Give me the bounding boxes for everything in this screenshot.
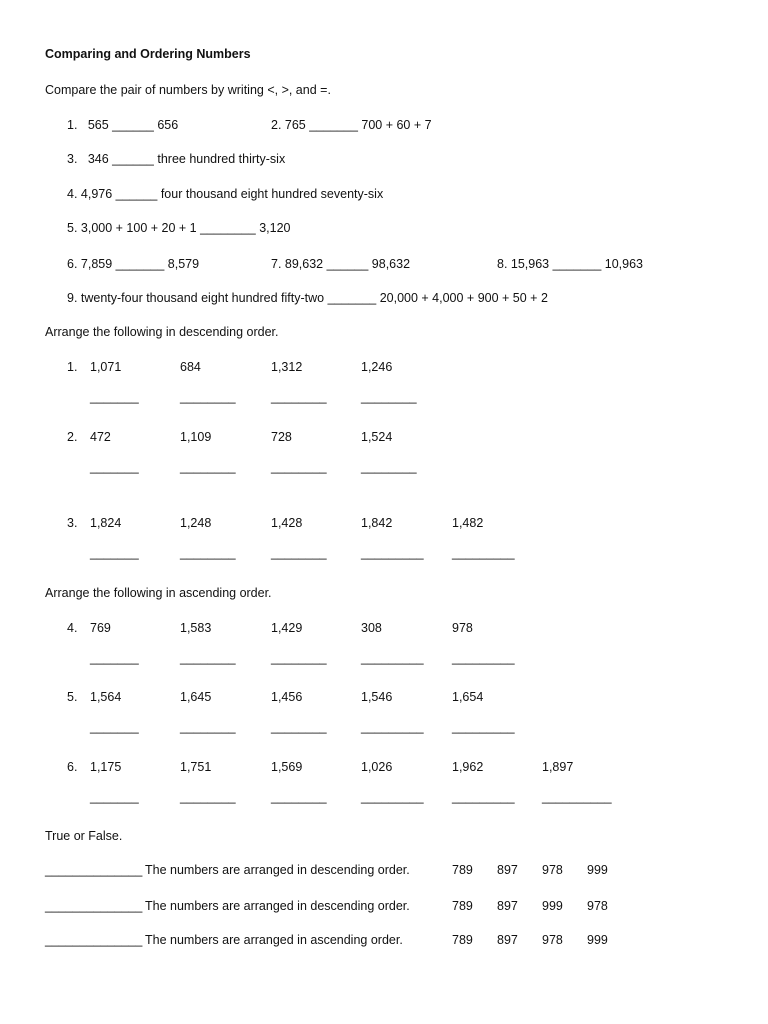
number-value: 978 (542, 863, 563, 877)
compare-question-2: 2. 765 _______ 700 + 60 + 7 (271, 118, 432, 132)
number-value: 1,248 (180, 516, 212, 530)
item-number: 4. (67, 621, 78, 635)
number-value: 1,962 (452, 760, 484, 774)
number-value: 789 (452, 933, 473, 947)
answer-blank: __________ (542, 790, 612, 804)
number-value: 897 (497, 933, 518, 947)
answer-blank: _________ (452, 651, 515, 665)
compare-question-5: 5. 3,000 + 100 + 20 + 1 ________ 3,120 (67, 221, 291, 235)
true-false-blank: ______________ (45, 863, 143, 877)
number-value: 1,482 (452, 516, 484, 530)
answer-blank: ________ (271, 460, 327, 474)
answer-blank: ________ (271, 790, 327, 804)
number-value: 1,645 (180, 690, 212, 704)
number-value: 999 (587, 933, 608, 947)
compare-question-9: 9. twenty-four thousand eight hundred fifty-two _______ 20,000 + 4,000 + 900 + 50 + 2 (67, 291, 548, 305)
number-value: 1,583 (180, 621, 212, 635)
number-value: 308 (361, 621, 382, 635)
number-value: 728 (271, 430, 292, 444)
number-value: 1,842 (361, 516, 393, 530)
number-value: 1,546 (361, 690, 393, 704)
number-value: 1,897 (542, 760, 574, 774)
number-value: 1,109 (180, 430, 212, 444)
number-value: 1,751 (180, 760, 212, 774)
answer-blank: ________ (271, 720, 327, 734)
number-value: 1,246 (361, 360, 393, 374)
answer-blank: ________ (180, 390, 236, 404)
number-value: 1,312 (271, 360, 303, 374)
number-value: 978 (542, 933, 563, 947)
number-value: 999 (542, 899, 563, 913)
number-value: 1,824 (90, 516, 122, 530)
answer-blank: _________ (361, 651, 424, 665)
number-value: 789 (452, 863, 473, 877)
section1-instruction: Compare the pair of numbers by writing <, >, and =. (45, 83, 331, 97)
item-number: 2. (67, 430, 78, 444)
number-value: 1,429 (271, 621, 303, 635)
number-value: 1,524 (361, 430, 393, 444)
answer-blank: ________ (271, 390, 327, 404)
compare-question-7: 7. 89,632 ______ 98,632 (271, 257, 411, 271)
answer-blank: _________ (452, 546, 515, 560)
true-false-blank: ______________ (45, 899, 143, 913)
number-value: 999 (587, 863, 608, 877)
answer-blank: _______ (90, 546, 139, 560)
answer-blank: ________ (361, 390, 417, 404)
number-value: 897 (497, 863, 518, 877)
section4-instruction: True or False. (45, 829, 123, 843)
answer-blank: ________ (180, 546, 236, 560)
number-value: 1,428 (271, 516, 303, 530)
answer-blank: _________ (452, 720, 515, 734)
number-value: 1,569 (271, 760, 303, 774)
number-value: 897 (497, 899, 518, 913)
number-value: 769 (90, 621, 111, 635)
section2-instruction: Arrange the following in descending order. (45, 325, 279, 339)
number-value: 978 (452, 621, 473, 635)
number-value: 1,456 (271, 690, 303, 704)
answer-blank: _______ (90, 390, 139, 404)
compare-question-4: 4. 4,976 ______ four thousand eight hundred seventy-six (67, 187, 384, 201)
true-false-blank: ______________ (45, 933, 143, 947)
answer-blank: ________ (361, 460, 417, 474)
item-number: 3. (67, 516, 78, 530)
item-number: 1. (67, 360, 78, 374)
answer-blank: ________ (180, 651, 236, 665)
number-value: 684 (180, 360, 201, 374)
answer-blank: _______ (90, 720, 139, 734)
answer-blank: ________ (180, 720, 236, 734)
number-value: 472 (90, 430, 111, 444)
answer-blank: _________ (361, 790, 424, 804)
item-number: 5. (67, 690, 78, 704)
true-false-statement: The numbers are arranged in descending order. (145, 899, 410, 913)
answer-blank: _________ (361, 720, 424, 734)
section3-instruction: Arrange the following in ascending order. (45, 586, 272, 600)
answer-blank: _______ (90, 790, 139, 804)
number-value: 978 (587, 899, 608, 913)
number-value: 1,564 (90, 690, 122, 704)
answer-blank: _______ (90, 651, 139, 665)
answer-blank: ________ (180, 790, 236, 804)
page-title: Comparing and Ordering Numbers (45, 47, 251, 61)
compare-question-3: 3. 346 ______ three hundred thirty-six (67, 152, 286, 166)
true-false-statement: The numbers are arranged in descending order. (145, 863, 410, 877)
number-value: 1,071 (90, 360, 122, 374)
compare-question-6: 6. 7,859 _______ 8,579 (67, 257, 200, 271)
answer-blank: _______ (90, 460, 139, 474)
true-false-statement: The numbers are arranged in ascending order. (145, 933, 403, 947)
compare-question-8: 8. 15,963 _______ 10,963 (497, 257, 643, 271)
answer-blank: _________ (452, 790, 515, 804)
number-value: 1,654 (452, 690, 484, 704)
compare-question-1: 1. 565 ______ 656 (67, 118, 179, 132)
number-value: 1,175 (90, 760, 122, 774)
answer-blank: ________ (180, 460, 236, 474)
answer-blank: ________ (271, 546, 327, 560)
number-value: 1,026 (361, 760, 393, 774)
number-value: 789 (452, 899, 473, 913)
answer-blank: ________ (271, 651, 327, 665)
answer-blank: _________ (361, 546, 424, 560)
item-number: 6. (67, 760, 78, 774)
